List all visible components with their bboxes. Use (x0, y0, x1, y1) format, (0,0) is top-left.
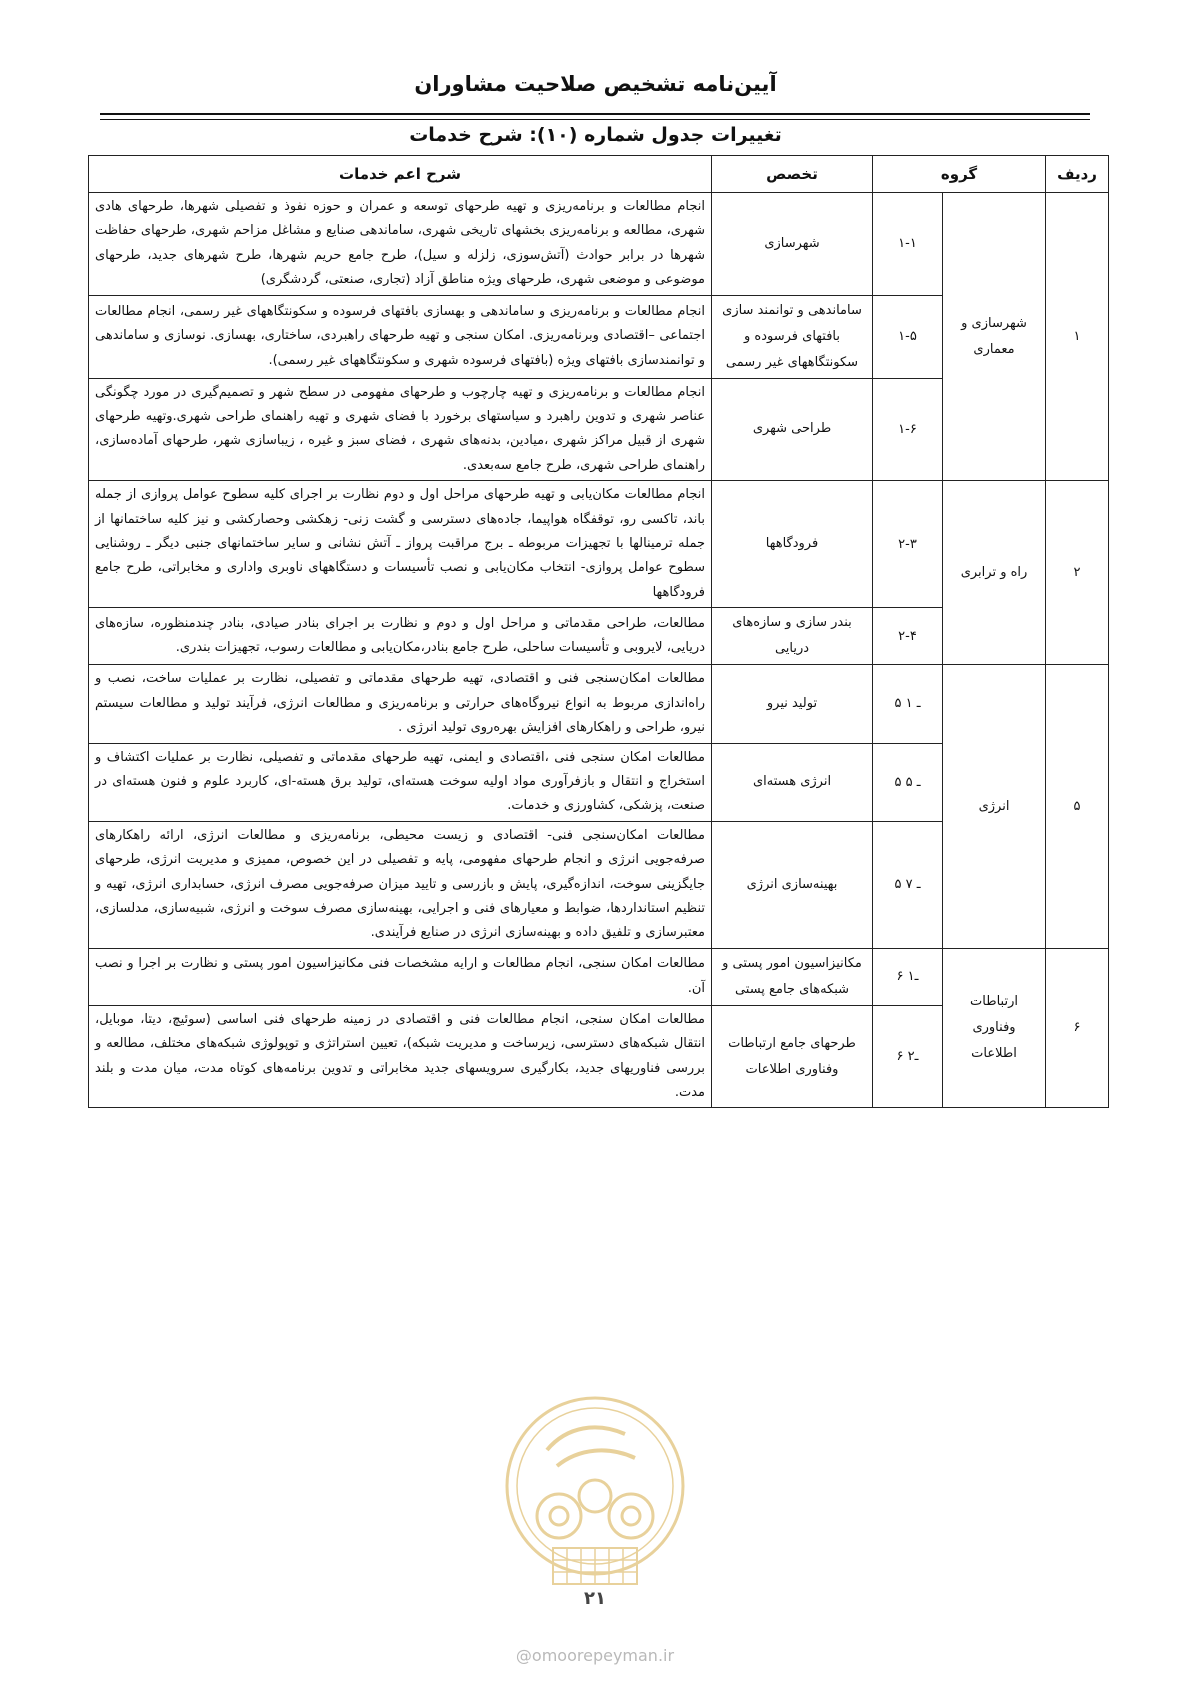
service-description: انجام مطالعات و برنامه‌ریزی و تهیه چارچوب و طرحهای مفهومی در سطح شهر و تصمیم‌گیری در مورد چگونگی عناصر شهری و تدوین راهبرد و سیاستهای برخورد با فضای شهری و تهیه راهنمای طراحی شهری.وتهیه طرحهای شهری از قبیل مراکز شهری ،میادین، بدنه‌های شهری ، فضای سبز و غیره ، زیباسازی شهر، طرحهای آماده‌سازی، راهنمای طراحی شهری، طرح جامع سه‌بعدی. (89, 378, 712, 481)
group-name: ارتباطات وفناوری اطلاعات (943, 948, 1046, 1108)
service-description: مطالعات امکان‌سنجی فنی- اقتصادی و زیست محیطی، برنامه‌ریزی و مطالعات انرژی، ارائه راهکارهای صرفه‌جویی انرژی و انجام طرحهای مفهومی، پایه و تفصیلی در این خصوص، ممیزی و مدیریت انرژی، طرحهای جایگزینی سوخت، اندازه‌گیری، پایش و بازرسی و تایید میزان صرفه‌جویی مصرف انرژی، حسابداری انرژی، تهیه و تنظیم استانداردها، ضوابط و معیارهای فنی و اجرایی، بهینه‌سازی مصرف سوخت و انرژی، شبیه‌سازی، مدلسازی، معتبرسازی و تلفیق داده و بهینه‌سازی انرژی در صنایع فرآیندی. (89, 821, 712, 948)
specialty-code: ۶ ـ۱ (873, 948, 943, 1005)
service-description: مطالعات امکان سنجی، انجام مطالعات فنی و اقتصادی در زمینه طرحهای فنی اساسی (سوئیچ، دیتا، موبایل، انتقال شبکه‌های دسترسی، زیرساخت و مدیریت شبکه)، تعیین استراتژی و توپولوژی شبکه‌های مختلف، مطالعه و بررسی فناوریهای جدید، بکارگیری سرویسهای جدید مخابراتی و تدوین برنامه‌های کوتاه مدت، میان مدت و بلند مدت. (89, 1005, 712, 1108)
row-number: ۲ (1046, 481, 1109, 665)
specialty-code: ۵ ـ ۵ (873, 743, 943, 821)
watermark-seal-icon (497, 1388, 693, 1598)
header-rule-thick (100, 113, 1090, 115)
specialty-code: ۵ ـ ۱ (873, 665, 943, 743)
specialty-code: ۱-۶ (873, 378, 943, 481)
service-description: مطالعات امکان سنجی فنی ،اقتصادی و ایمنی، تهیه طرحهای مقدماتی و تفصیلی، نظارت بر عملیات اکتشاف و استخراج و انتقال و بازفرآوری مواد اولیه سوخت هسته‌ای، تولید برق هسته-ای، کاربرد علوم و فنون هسته‌ای در صنعت، پزشکی، کشاورزی و خدمات. (89, 743, 712, 821)
footer-watermark: @omoorepeyman.ir (515, 1646, 675, 1665)
specialty-name: طراحی شهری (712, 378, 873, 481)
header-description: شرح اعم خدمات (89, 156, 712, 193)
header-rule-thin (100, 119, 1090, 120)
services-table (88, 155, 1109, 1108)
header-group: گروه (873, 156, 1046, 193)
service-description: مطالعات، طراحی مقدماتی و مراحل اول و دوم و نظارت بر اجرای بنادر صیادی، بنادر چندمنظوره، سازه‌های دریایی، لایروبی و تأسیسات ساحلی، طرح جامع بنادر،مکان‌یابی و مطالعات رسوب، تجهیزات بندری. (89, 608, 712, 665)
page-number: ۲۱ (584, 1588, 606, 1609)
table-row (89, 481, 1109, 608)
group-name: انرژی (943, 665, 1046, 948)
specialty-code: ۱-۱ (873, 193, 943, 296)
service-description: انجام مطالعات و برنامه‌ریزی و تهیه طرحهای توسعه و عمران و حوزه نفوذ و تفصیلی شهرها، طرحهای هادی شهری، مطالعه و برنامه‌ریزی بخشهای تاریخی شهری، ساماندهی صنایع و مشاغل مزاحم شهری، طرحهای حفاظت شهرها در برابر حوادث (آتش‌سوزی، زلزله و سیل)، طرح جامع حریم شهرها، طرح شهرهای جدید، طرحهای موضوعی و موضعی شهری، طرحهای ویژه مناطق آزاد (تجاری، صنعتی، گردشگری) (89, 193, 712, 296)
row-number: ۵ (1046, 665, 1109, 948)
specialty-code: ۲-۴ (873, 608, 943, 665)
table-row (89, 948, 1109, 1005)
specialty-name: ساماندهی و توانمند سازی بافتهای فرسوده و سکونتگاههای غیر رسمی (712, 295, 873, 378)
header-specialty: تخصص (712, 156, 873, 193)
specialty-name: مکانیزاسیون امور پستی و شبکه‌های جامع پستی (712, 948, 873, 1005)
document-title: آیین‌نامه تشخیص صلاحیت مشاوران (414, 72, 777, 96)
specialty-name: تولید نیرو (712, 665, 873, 743)
specialty-code: ۲-۳ (873, 481, 943, 608)
header-row-no: ردیف (1046, 156, 1109, 193)
specialty-name: شهرسازی (712, 193, 873, 296)
row-number: ۱ (1046, 193, 1109, 481)
specialty-code: ۵ ـ ۷ (873, 821, 943, 948)
group-name: شهرسازی و معماری (943, 193, 1046, 481)
group-name: راه و ترابری (943, 481, 1046, 665)
service-description: انجام مطالعات و برنامه‌ریزی و ساماندهی و بهسازی بافتهای فرسوده و سکونتگاههای غیر رسمی، انجام مطالعات اجتماعی –اقتصادی وبرنامه‌ریزی. امکان سنجی و تهیه طرحهای راهبردی، ساختاری، بهسازی. نوسازی و ساماندهی و توانمندسازی بافتهای ویژه (بافتهای فرسوده شهری و سکونتگاههای غیر رسمی). (89, 295, 712, 378)
table-title: تغییرات جدول شماره (۱۰): شرح خدمات (409, 124, 782, 146)
specialty-name: فرودگاهها (712, 481, 873, 608)
table-row (89, 665, 1109, 743)
service-description: مطالعات امکان‌سنجی فنی و اقتصادی، تهیه طرحهای مقدماتی و تفصیلی، نظارت بر عملیات ساخت، نصب و راه‌اندازی مربوط به انواع نیروگاه‌های حرارتی و برنامه‌ریزی و مطالعات انرژی، فرآیند تولید و مطالعات سیستم نیرو، طراحی و راهکارهای افزایش بهره‌روی تولید انرژی . (89, 665, 712, 743)
table-row (89, 193, 1109, 296)
specialty-name: بهینه‌سازی انرژی (712, 821, 873, 948)
row-number: ۶ (1046, 948, 1109, 1108)
specialty-code: ۶ ـ۲ (873, 1005, 943, 1108)
specialty-name: بندر سازی و سازه‌های دریایی (712, 608, 873, 665)
specialty-name: انرژی هسته‌ای (712, 743, 873, 821)
specialty-code: ۱-۵ (873, 295, 943, 378)
service-description: مطالعات امکان سنجی، انجام مطالعات و ارایه مشخصات فنی مکانیزاسیون امور پستی و نظارت بر اجرا و نصب آن. (89, 948, 712, 1005)
specialty-name: طرحهای جامع ارتباطات وفناوری اطلاعات (712, 1005, 873, 1108)
service-description: انجام مطالعات مکان‌یابی و تهیه طرحهای مراحل اول و دوم نظارت بر اجرای کلیه سطوح عوامل پروازی از جمله باند، تاکسی رو، توقفگاه هواپیما، جاده‌های دسترسی و گشت زنی- زهکشی وحصارکشی و نیز کلیه ساختمانها از جمله ترمینالها با تجهیزات مربوطه ـ برج مراقبت پرواز ـ آتش نشانی و سایر ساختمانهای جنبی دیگر ـ روشنایی سطوح عوامل پروازی- انتخاب مکان‌یابی و نصب تأسیسات و دستگاههای ناوبری واداری و مخابراتی، طرح جامع فرودگاهها (89, 481, 712, 608)
table-header-row (89, 156, 1109, 193)
